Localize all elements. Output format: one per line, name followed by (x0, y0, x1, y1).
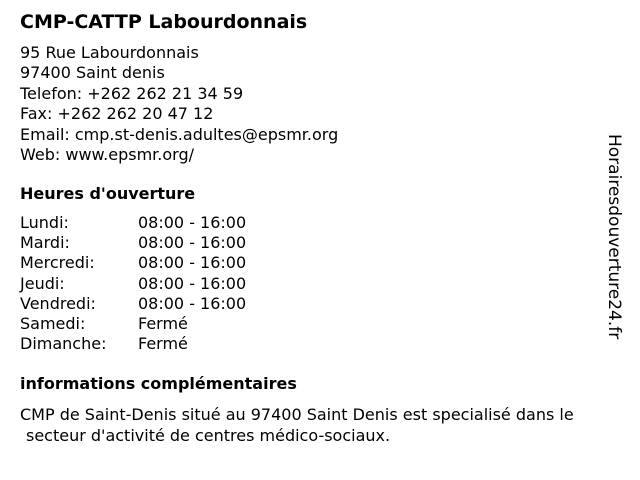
hours-row-friday (20, 294, 246, 314)
hours-row-wednesday (20, 253, 246, 273)
hours-row-sunday (20, 334, 246, 354)
email-address: Email: cmp.st-denis.adultes@epsmr.org (20, 124, 339, 144)
address-city: 97400 Saint denis (20, 63, 165, 83)
hours-heading: Heures d'ouverture (20, 184, 196, 203)
day-label: Lundi: (20, 213, 69, 232)
opening-hours-table (20, 213, 246, 354)
business-name: CMP-CATTP Labourdonnais (20, 11, 308, 33)
time-value: 08:00 - 16:00 (138, 213, 247, 232)
time-value: 08:00 - 16:00 (138, 253, 247, 273)
hours-row-thursday (20, 274, 246, 294)
address-street: 95 Rue Labourdonnais (20, 43, 199, 62)
time-value: 08:00 - 16:00 (138, 293, 247, 313)
fax-number: Fax: +262 262 20 47 12 (20, 104, 214, 124)
day-label: Samedi: (20, 314, 86, 334)
time-value: 08:00 - 16:00 (138, 273, 247, 293)
phone-number: Telefon: +262 262 21 34 59 (20, 83, 244, 103)
info-heading: informations complémentaires (20, 374, 297, 393)
hours-row-tuesday (20, 233, 246, 253)
site-watermark: Horairesdouverture24.fr (604, 134, 624, 340)
time-value: Fermé (138, 314, 188, 334)
description-line-2: secteur d'activité de centres médico-sociaux. (26, 426, 391, 445)
day-label: Mardi: (20, 233, 70, 253)
day-label: Vendredi: (20, 293, 96, 313)
day-label: Dimanche: (20, 334, 107, 354)
contact-block (20, 43, 338, 165)
website: Web: www.epsmr.org/ (20, 145, 194, 165)
time-value: Fermé (138, 334, 188, 354)
hours-row-saturday (20, 314, 246, 334)
time-value: 08:00 - 16:00 (138, 233, 247, 253)
description-text (20, 404, 620, 446)
day-label: Jeudi: (20, 273, 65, 293)
description-line-1: CMP de Saint-Denis situé au 97400 Saint Denis est specialisé dans le (20, 405, 574, 424)
day-label: Mercredi: (20, 253, 95, 273)
hours-row-monday (20, 213, 246, 233)
